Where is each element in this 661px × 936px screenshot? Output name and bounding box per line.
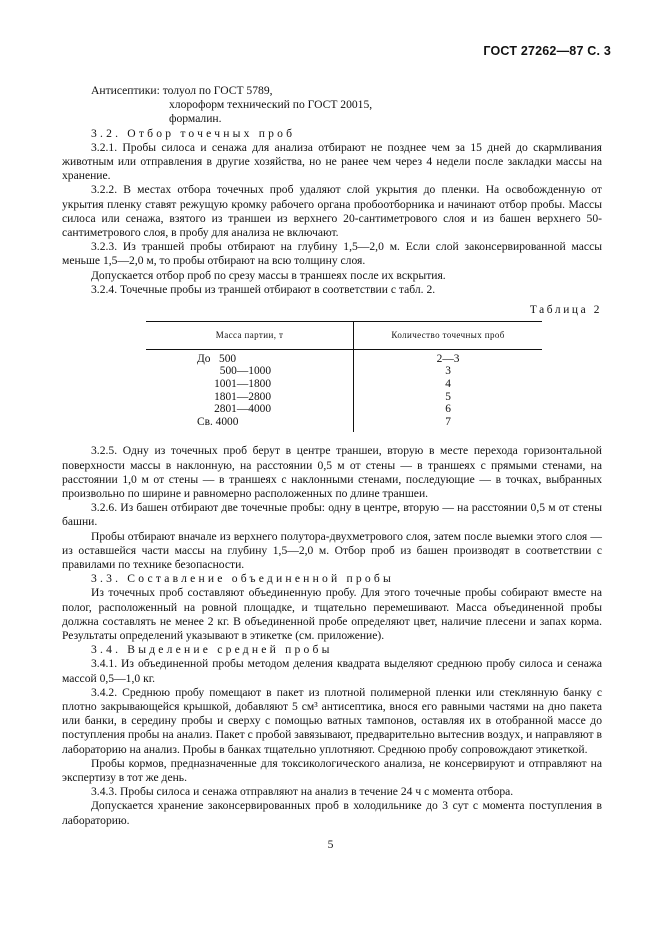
table-cell: 1801—2800 — [197, 390, 272, 403]
table-cell: 2801—4000 — [197, 403, 272, 416]
paragraph: 3.2.6. Из башен отбирают две точечные пробы: одну в центре, вторую — на расстоянии 0,5 м от стены башни. — [62, 501, 602, 529]
table-cell: 2—3 — [436, 352, 460, 365]
page-header: ГОСТ 27262—87 С. 3 — [483, 44, 611, 58]
table-cell: Св. 4000 — [197, 415, 239, 428]
paragraph: 3.2.1. Пробы силоса и сенажа для анализа отбирают не позднее чем за 15 дней до скармливания животным или отправления в другие хозяйства, но не ранее чем через 4 недели после закладки массы на хранение. — [62, 140, 602, 183]
paragraph: 3.2.4. Точечные пробы из траншей отбирают в соответствии с табл. 2. — [91, 282, 436, 296]
table-header-count: Количество точечных проб — [354, 322, 542, 350]
paragraph: 3.4.2. Среднюю пробу помещают в пакет из плотной полимерной пленки или стеклянную банку с плотно закрывающейся крышкой, добавляют 5 см³ антисептика, внося его равными частями на дно пакета или банки, в середину пробы и сверху с помощью ватных тампонов, оставляя их в отобранной массе до поступления пробы на анализ. Пакет с пробой завязывают, предварительно вытеснив воздух, и направляют в лабораторию на анализ. Пробы в банках тщательно уплотняют. Среднюю пробу сопровождают этикеткой. — [62, 685, 602, 756]
section-heading: 3.4. Выделение средней пробы — [91, 643, 333, 657]
table-cell: 7 — [445, 415, 451, 428]
paragraph: 3.2.5. Одну из точечных проб берут в центре траншеи, вторую в месте перехода горизонтальной поверхности массы в наклонную, на расстоянии 0,5 м от стены — в траншеях с прямыми стенами, на расстоянии 1,0 м от стены — в траншеях с наклонными стенами, последующие — в точках, выбранных произвольно по ширине и равномерно расположенных по длине траншеи. — [62, 444, 602, 501]
table-cell: 500—1000 — [197, 365, 272, 378]
section-heading: 3.3. Составление объединенной пробы — [91, 572, 394, 586]
table-col-count — [354, 349, 542, 432]
table-cell: 4 — [445, 378, 451, 391]
table-caption: Таблица 2 — [529, 304, 602, 317]
body-text — [62, 84, 602, 828]
paragraph: 3.4.3. Пробы силоса и сенажа отправляют на анализ в течение 24 ч с момента отбора. — [91, 785, 514, 799]
spacer — [62, 432, 602, 444]
table-cell: До 500 — [197, 352, 237, 365]
paragraph: Из точечных проб составляют объединенную пробу. Для этого точечные пробы собирают вместе на полог, расположенный на ровной площадке, и тщательно перемешивают. Масса объединенной пробы должна составлять не менее 2 кг. В объединенной пробе определяют цвет, наличие плесени и запах корма. Результаты определений указывают в этикетке (см. приложение). — [62, 586, 602, 643]
table-cell: 1001—1800 — [197, 378, 272, 391]
table-header-mass: Масса партии, т — [146, 322, 354, 350]
paragraph: Пробы отбирают вначале из верхнего полутора-двухметрового слоя, затем после выемки этого слоя — из оставшейся части массы на глубину 1,5—2,0 м. Отбор проб из башен производят в соответствии с правилами по технике безопасности. — [62, 529, 602, 572]
table-2 — [146, 321, 542, 432]
paragraph: Допускается отбор проб по срезу массы в траншеях после их вскрытия. — [91, 268, 446, 282]
page-number: 5 — [327, 838, 334, 851]
table-cell: 3 — [445, 365, 451, 378]
table-col-mass — [146, 349, 354, 432]
paragraph: 3.2.3. Из траншей пробы отбирают на глубину 1,5—2,0 м. Если слой законсервированной массы меньше 1,5—2,0 м, то пробы отбирают на всю толщину слоя. — [62, 240, 602, 268]
paragraph: Допускается хранение законсервированных проб в холодильнике до 3 сут с момента поступления в лабораторию. — [62, 799, 602, 827]
section-heading: 3.2. Отбор точечных проб — [91, 126, 296, 140]
paragraph: 3.2.2. В местах отбора точечных проб удаляют слой укрытия до пленки. На освобожденную от укрытия пленку ставят режущую кромку рабочего органа пробоотборника и начинают отбор пробы. Массы силоса или сенажа, взятого из траншеи из верхнего 20-сантиметрового слоя и из башен верхнего 50-сантиметрового слоя, в пробу для анализа не включают. — [62, 183, 602, 240]
antiseptic-item: формалин. — [169, 112, 222, 126]
table-cell: 5 — [445, 390, 451, 403]
paragraph: 3.4.1. Из объединенной пробы методом деления квадрата выделяют среднюю пробу силоса и сенажа массой 0,5—1,0 кг. — [62, 657, 602, 685]
antiseptics-label: Антисептики: толуол по ГОСТ 5789, — [91, 84, 273, 97]
antiseptics-list — [91, 84, 602, 127]
antiseptic-item: хлороформ технический по ГОСТ 20015, — [169, 98, 373, 112]
paragraph: Пробы кормов, предназначенные для токсикологического анализа, не консервируют и отправляют на экспертизу в тот же день. — [62, 756, 602, 785]
table-cell: 6 — [445, 403, 451, 416]
